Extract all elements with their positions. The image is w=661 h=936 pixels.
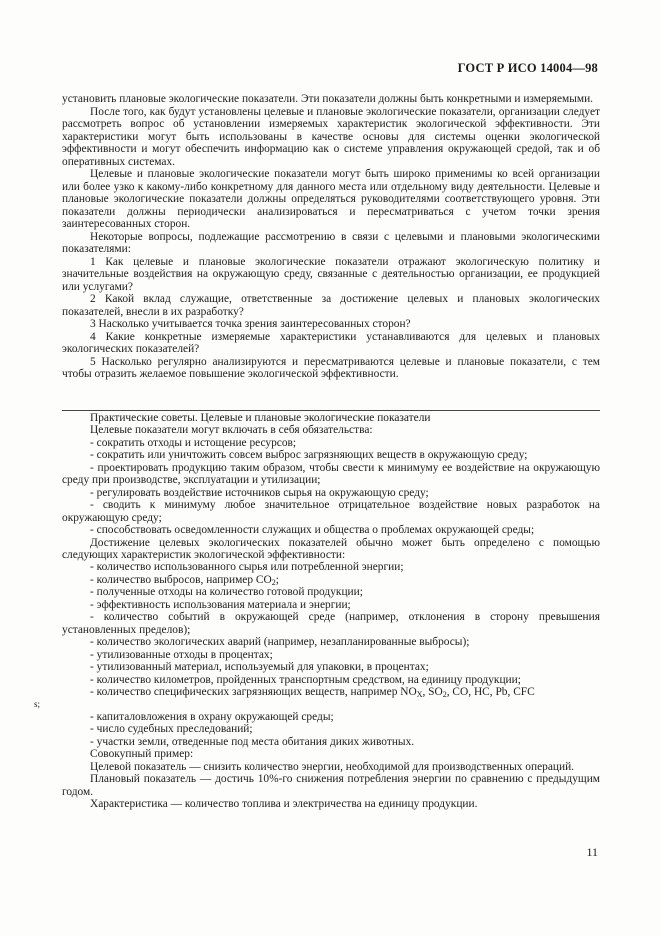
list-item: - регулировать воздействие источников сырья на окружающую среду; xyxy=(90,486,429,499)
list-item: - проектировать продукцию таким образом, чтобы свести к минимуму ее воздействие на окружающую среду при производстве, эксплуатации и утилизации; xyxy=(62,461,600,487)
example-line: Характеристика — количество топлива и электричества на единицу продукции. xyxy=(90,798,478,811)
question-item: 4 Какие конкретные измеряемые характеристики устанавливаются для целевых и плановых экологических показателей? xyxy=(62,330,600,355)
list-item: - утилизованный материал, используемый для упаковки, в процентах; xyxy=(90,661,429,674)
example-label: Совокупный пример: xyxy=(90,748,194,761)
specific-mid: , SO xyxy=(422,685,443,698)
page-number: 11 xyxy=(586,845,598,859)
list-item: - количество использованного сырья или потребленной энергии; xyxy=(90,561,404,574)
list-item: - эффективность использования материала и энергии; xyxy=(90,598,351,611)
list-item: - количество экологических аварий (например, незапланированные выбросы); xyxy=(90,636,470,649)
practical-advice-box xyxy=(34,410,600,811)
paragraph: Целевые и плановые экологические показатели могут быть широко применимы ко всей организации или более узко к какому-либо конкретному для данного места или отдельному виду деятельности. Целевые и плановые экологические показатели должны определяться руководителями соответствующего уровня. Эти показатели должны периодически анализироваться и пересматриваться с учетом точки зрения заинтересованных сторон. xyxy=(62,168,600,230)
example-line: Плановый показатель — достичь 10%-го снижения потребления энергии по сравнению с предыдущим годом. xyxy=(62,773,600,798)
paragraph: Некоторые вопросы, подлежащие рассмотрению в связи с целевыми и плановыми экологическими показателями: xyxy=(62,230,600,255)
list-item: - способствовать осведомленности служащих и общества о проблемах окружающей среды; xyxy=(90,524,535,537)
co2-suffix: ; xyxy=(275,573,279,586)
subscript: 2 xyxy=(442,689,447,699)
list-item: - сводить к минимуму любое значительное отрицательное воздействие новых разработок на окружающую среду; xyxy=(62,499,600,524)
specific-tail: s; xyxy=(34,699,41,710)
list-item: - количество километров, пройденных транспортным средством, на единицу продукции; xyxy=(90,673,521,686)
subscript: 2 xyxy=(271,577,276,587)
list-item xyxy=(34,685,600,711)
subscript: X xyxy=(416,689,423,699)
document-header: ГОСТ Р ИСО 14004—98 xyxy=(457,61,598,75)
list-item: - количество событий в окружающей среде (например, отклонения в сторону превышения установленных пределов); xyxy=(62,611,600,636)
co2-text: - количество выбросов, например CO xyxy=(90,573,272,586)
specific-suffix: , CO, HC, Pb, CFC xyxy=(446,685,535,698)
list-item: - число судебных преследований; xyxy=(90,723,253,736)
list-item: - сократить отходы и истощение ресурсов; xyxy=(90,436,297,449)
list-item xyxy=(62,574,600,586)
question-item: 2 Какой вклад служащие, ответственные за достижение целевых и плановых экологических показателей, внесли в их разработку? xyxy=(62,293,600,318)
example-line: Целевой показатель — снизить количество энергии, необходимой для производственных операций. xyxy=(90,760,575,773)
list-item: - капиталовложения в охрану окружающей среды; xyxy=(90,710,334,723)
box-intro: Целевые показатели могут включать в себя обязательства: xyxy=(90,424,373,437)
list-item: - участки земли, отведенные под места обитания диких животных. xyxy=(90,735,415,748)
main-text xyxy=(62,93,600,381)
box-title: Практические советы. Целевые и плановые экологические показатели xyxy=(90,412,431,424)
list-item: - полученные отходы на количество готовой продукции; xyxy=(90,586,363,599)
paragraph: После того, как будут установлены целевые и плановые экологические показатели, организации следует рассмотреть вопрос об установлении измеряемых характеристик экологической эффективности. Эти характеристики могут быть использованы в качестве основы для системы оценки экологической эффективности и могут обеспечить информацию как о системе управления окружающей средой, так и об оперативных системах. xyxy=(62,105,600,168)
list-item: - сократить или уничтожить совсем выброс загрязняющих веществ в окружающую среду; xyxy=(90,449,528,462)
box-intro: Достижение целевых экологических показателей обычно может быть определено с помощью следующих характеристик экологической эффективности: xyxy=(62,536,600,561)
question-item: 1 Как целевые и плановые экологические показатели отражают экологическую политику и значительные воздействия на окружающую среду, связанные с деятельностью организации, ее продукцией или услугами? xyxy=(62,255,600,293)
question-item: 3 Насколько учитывается точка зрения заинтересованных сторон? xyxy=(90,318,411,330)
paragraph: установить плановые экологические показатели. Эти показатели должны быть конкретными и измеряемыми. xyxy=(62,93,594,105)
specific-text: - количество специфических загрязняющих веществ, например NO xyxy=(90,685,417,698)
question-item: 5 Насколько регулярно анализируются и пересматриваются целевые и плановые показатели, с тем чтобы отразить желаемое повышение экологической эффективности. xyxy=(62,355,600,380)
list-item: - утилизованные отходы в процентах; xyxy=(90,648,273,661)
